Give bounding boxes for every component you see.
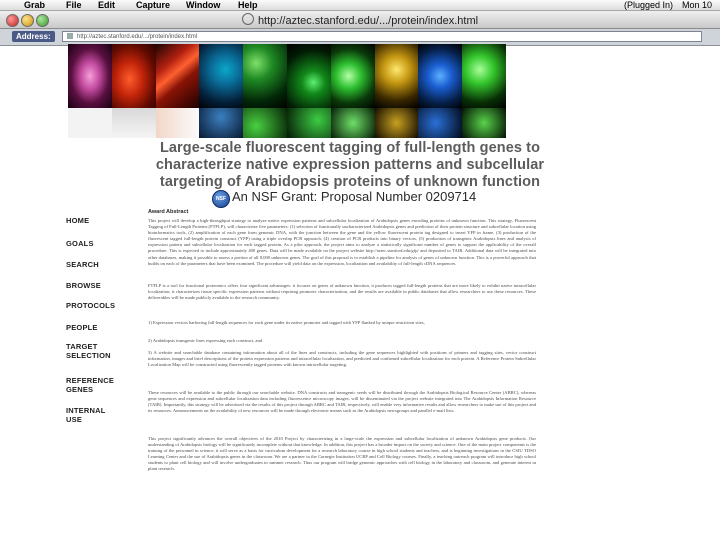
banner-photo — [462, 108, 506, 138]
deliverable-item: 1) Expression vectors harboring full-length sequences for each gene under its native promoter and tagged with YFP flanked by unique restriction sites, — [148, 320, 425, 325]
nav-item-reference-genes[interactable]: REFERENCE GENES — [66, 376, 115, 394]
nav-item-search[interactable]: SEARCH — [66, 260, 99, 269]
banner-photo — [331, 108, 375, 138]
abstract-heading: Award Abstract — [148, 209, 189, 215]
banner-photo — [199, 44, 243, 108]
window-title-bar — [0, 11, 720, 29]
window-title — [0, 13, 720, 27]
menu-edit[interactable]: Edit — [98, 0, 115, 10]
banner-photo — [243, 108, 287, 138]
menu-capture[interactable]: Capture — [136, 0, 171, 10]
battery-status[interactable]: (Plugged In) — [624, 0, 674, 10]
nav-item-home[interactable]: HOME — [66, 216, 90, 225]
nsf-logo-text: NSF — [216, 196, 226, 202]
banner-photo — [287, 108, 331, 138]
deliverable-item: 2) Arabidopsis transgenic lines expressing each construct, and — [148, 338, 263, 343]
grant-subtitle: An NSF Grant: Proposal Number 0209714 — [232, 189, 477, 204]
menu-help[interactable]: Help — [238, 0, 258, 10]
page-icon — [67, 33, 73, 39]
abstract-paragraph: FTFLP is a tool for functional proteomics offers four significant advantages: it focuses on genes of unknown function, it produces tagged full-length proteins that are more likely to exhibit native intracellular localization, it characterizes tissue specific expression patterns without requiring promoter characterization, and the results are available in public databases that allow researchers to use these resources. These deliverables will be made publicly available to the research community. — [148, 283, 536, 301]
abstract-paragraph: These resources will be available to the public through our searchable website. DNA constructs and transgenic seeds will be distributed through the Arabidopsis Biological Resource Center (ABRC), whereas gene sequences and expression and subcellular localization data including fluorescence microscopy images, will be disseminated via the project website integrated into The Arabidopsis Information Resource (TAIR). Importantly, this strategy will be advertised via the results of this project through ABRC and TAIR, respectively, will enable very informative results and allow researchers to make use of this project and its resources. Announcements on the availability of new resources will be made through electronic means such as the Arabidopsis newsgroups and parallel e-mail lists. — [148, 390, 536, 414]
address-label: Address: — [12, 31, 55, 42]
address-url: http://aztec.stanford.edu/.../protein/index.html — [77, 34, 198, 40]
banner-photo — [243, 44, 287, 108]
nav-item-internal-use[interactable]: INTERNAL USE — [66, 406, 106, 424]
globe-icon — [242, 13, 254, 25]
nav-item-protocols[interactable]: PROTOCOLS — [66, 301, 116, 310]
address-input[interactable] — [62, 31, 702, 42]
banner-image-strip-lower — [68, 108, 506, 138]
banner-photo — [112, 44, 156, 108]
banner-photo — [418, 108, 462, 138]
banner-photo — [156, 44, 200, 108]
banner-photo — [68, 108, 112, 138]
menu-bar — [0, 0, 720, 11]
page-title: Large-scale fluorescent tagging of full-length genes to characterize native expression patterns and subcellular targeting of Arabidopsis proteins of unknown function — [155, 140, 545, 190]
nav-item-people[interactable]: PEOPLE — [66, 323, 98, 332]
menu-app[interactable]: Grab — [24, 0, 46, 10]
banner-photo — [156, 108, 200, 138]
banner-photo — [331, 44, 375, 108]
banner-photo — [462, 44, 506, 108]
banner-photo — [112, 108, 156, 138]
banner-photo — [199, 108, 243, 138]
abstract-paragraph: This project significantly advances the overall objectives of the 2010 Project by characterizing in a large-scale the expression and subcellular localization of unknown Arabidopsis gene products. Our understanding of Arabidopsis biology will be significantly incomplete without that knowledge. In addition, this project has a broader impact on the society and science. One of the main project components is the training of the personnel in science, it will serve as a basis for curriculum development for a research laboratory course in high school students and teachers, and is beginning investigations in the CSIU TDSO Learning Center and the use of Arabidopsis genes in the classroom. We are a partner in the Carnegie Institution UCRP and Cell Biology courses. Finally, a teaching outreach program will introduce high school students to plant cell biology and will involve undergraduates in summer research. Thus our program will bridge genomic approaches with cell biology in the laboratory and classroom, and generate interest in plant research. — [148, 436, 536, 472]
nsf-logo-icon — [212, 190, 230, 208]
menu-file[interactable]: File — [66, 0, 82, 10]
nav-item-target-selection[interactable]: TARGET SELECTION — [66, 342, 111, 360]
menu-window[interactable]: Window — [186, 0, 221, 10]
banner-photo — [418, 44, 462, 108]
nav-item-browse[interactable]: BROWSE — [66, 281, 101, 290]
banner-photo — [375, 108, 419, 138]
deliverable-item: 3) A website and searchable database containing information about all of the lines and constructs, including the gene sequences highlighted with positions of primers and tagging sites, vector construct information, images and brief descriptions of the protein expression patterns and intracellular localization, and predicted and confirmed subcellular localization for each protein. A Reference Protein Subcellular Localization Map will be constructed using fluorescently tagged proteins with known intracellular targeting. — [148, 350, 536, 368]
banner-photo — [287, 44, 331, 108]
banner-image-strip — [68, 44, 506, 108]
banner-photo — [375, 44, 419, 108]
abstract-paragraph: This project will develop a high-throughput strategy to analyze native expression patterns and subcellular localization of Arabidopsis genes encoding proteins of unknown function. This strategy, Fluorescent Tagging of Full-Length Proteins (FTFLP), will characterize five parameters: (1) selection of functionally uncharacterized Arabidopsis genes and prediction of their protein structure and subcellular location using bioinformatics tools, (2) amplification of each gene from genomic DNA, with the junction between the gene and the yellow fluorescent protein tag designed to insert YFP in frame, (3) production of the fluorescent tagged full-length protein construct (YFP) using a triple overlap PCR approach, (4) creation of PCR products into binary vectors, (5) production of transgenic Arabidopsis lines and analysis of expression pattern and subcellular localization for each tagged protein. As a pilot approach, the project aims to analyze a statistically significant number of genes to support the applicability of the overall procedure. This is expected to include approximately 400 genes. Data will be made available on the project website http://aztec.stanford.edu/gfp/ and deposited to TAIR. Additional data will be integrated into other databases, making it possible to assess a portion of all 8,000 unknown genes. The goal of this proposal is to establish a pipeline for analysis of genes of unknown function. This is a powerful approach that builds on each of the parameters that have been examined. The procedure will yield data on the expression, localization and availability of full-length cDNA sequences. — [148, 218, 536, 266]
menubar-clock[interactable]: Mon 10 — [682, 0, 713, 10]
banner-photo — [68, 44, 112, 108]
window-title-text: http://aztec.stanford.edu/.../protein/index.html — [257, 15, 479, 27]
nav-item-goals[interactable]: GOALS — [66, 239, 94, 248]
